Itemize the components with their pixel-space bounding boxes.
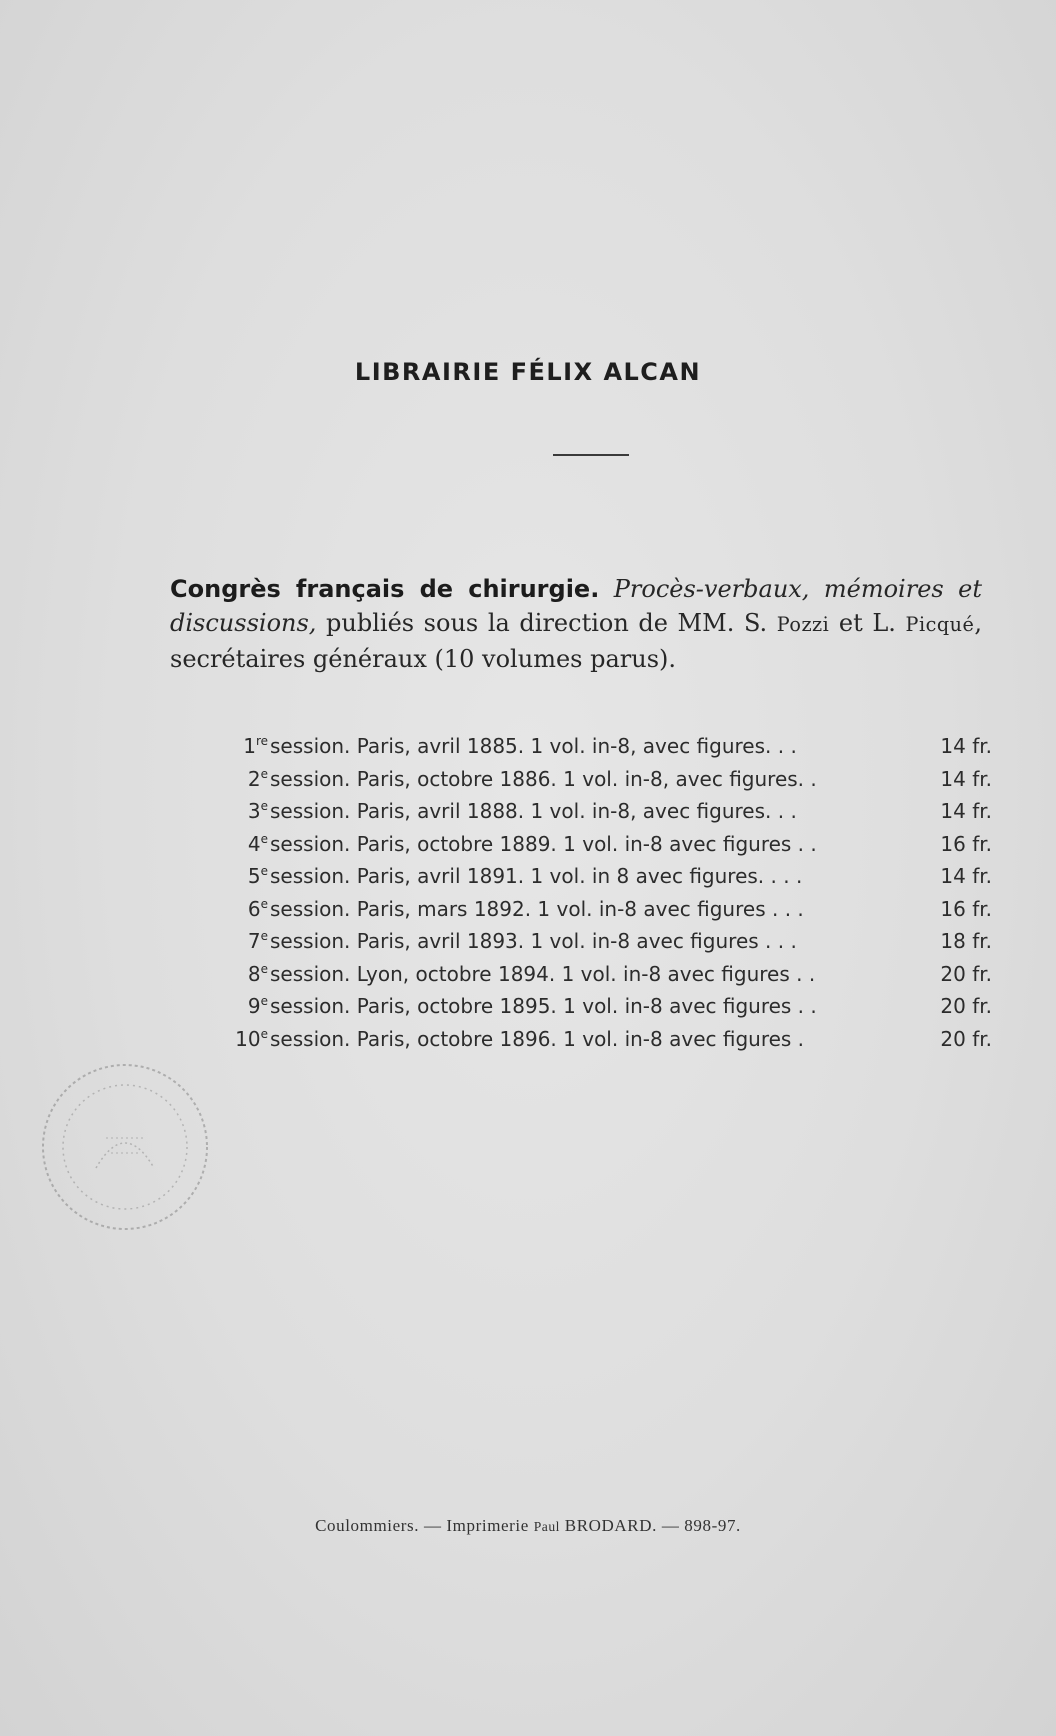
session-price: 16 fr. [940,831,992,856]
session-number: 6e [247,896,268,921]
imprint-printer-first-name: Paul [533,1519,560,1534]
session-item [232,795,992,828]
session-number: 1re [243,734,268,758]
congress-subtitle: Procès-verbaux, mémoires et discussions, [170,575,982,637]
session-description: session. Paris, mars 1892. 1 vol. in-8 avec figures . . . [270,896,804,921]
session-description: session. Paris, octobre 1886. 1 vol. in-8, avec figures. . [270,766,817,791]
session-number: 4e [247,831,268,856]
session-description: session. Paris, octobre 1895. 1 vol. in-8 avec figures . . [270,994,817,1018]
session-number: 2e [247,766,268,791]
session-item [232,990,992,1023]
printer-imprint [0,1516,1056,1536]
session-number: 3e [247,799,268,823]
session-item [232,958,992,991]
imprint-place: Coulommiers. [315,1516,420,1535]
session-price: 20 fr. [940,994,992,1018]
imprint-code: 898-97. [684,1516,741,1535]
session-price: 14 fr. [940,734,992,758]
session-item [232,860,992,893]
session-price: 14 fr. [940,864,992,888]
description-text-2: et L. [838,609,896,637]
congress-description [170,572,982,676]
editor-name-picque: Picqué [905,613,975,636]
imprint-printer-prefix: Imprimerie [446,1516,529,1535]
session-description: session. Lyon, octobre 1894. 1 vol. in-8 avec figures . . [270,961,816,986]
imprint-printer-last-name: BRODARD. [564,1516,657,1535]
description-text-3: , secrétaires généraux (10 volumes parus). [170,609,982,673]
session-number: 5e [247,864,268,888]
session-item [232,730,992,763]
session-item [232,828,992,861]
session-description: session. Paris, octobre 1896. 1 vol. in-8 avec figures . [270,1026,805,1051]
congress-title: Congrès français de chirurgie. [170,575,600,603]
session-description: session. Paris, avril 1888. 1 vol. in-8, avec figures. . . [270,799,797,823]
session-description: session. Paris, avril 1885. 1 vol. in-8, avec figures. . . [270,734,797,758]
session-price: 14 fr. [940,766,992,791]
session-description: session. Paris, avril 1891. 1 vol. in 8 avec figures. . . . [270,864,803,888]
session-price: 20 fr. [940,1026,992,1051]
session-price: 18 fr. [940,929,992,953]
session-number: 8e [247,961,268,986]
session-price: 20 fr. [940,961,992,986]
heading-rule [553,454,629,456]
session-description: session. Paris, octobre 1889. 1 vol. in-8 avec figures . . [270,831,817,856]
session-item [232,925,992,958]
session-price: 16 fr. [940,896,992,921]
session-item [232,1023,992,1056]
session-item [232,893,992,926]
session-number: 10e [235,1026,268,1051]
session-item [232,763,992,796]
imprint-dash: — [661,1516,680,1535]
description-text-1: publiés sous la direction de MM. S. [326,609,768,637]
library-stamp-icon [36,1058,214,1236]
session-description: session. Paris, avril 1893. 1 vol. in-8 avec figures . . . [270,929,797,953]
session-number: 9e [247,994,268,1018]
imprint-dash: — [423,1516,442,1535]
session-price: 14 fr. [940,799,992,823]
publisher-heading: LIBRAIRIE FÉLIX ALCAN [354,358,702,386]
session-list [232,730,992,1055]
editor-name-pozzi: Pozzi [776,613,830,636]
session-number: 7e [247,929,268,953]
